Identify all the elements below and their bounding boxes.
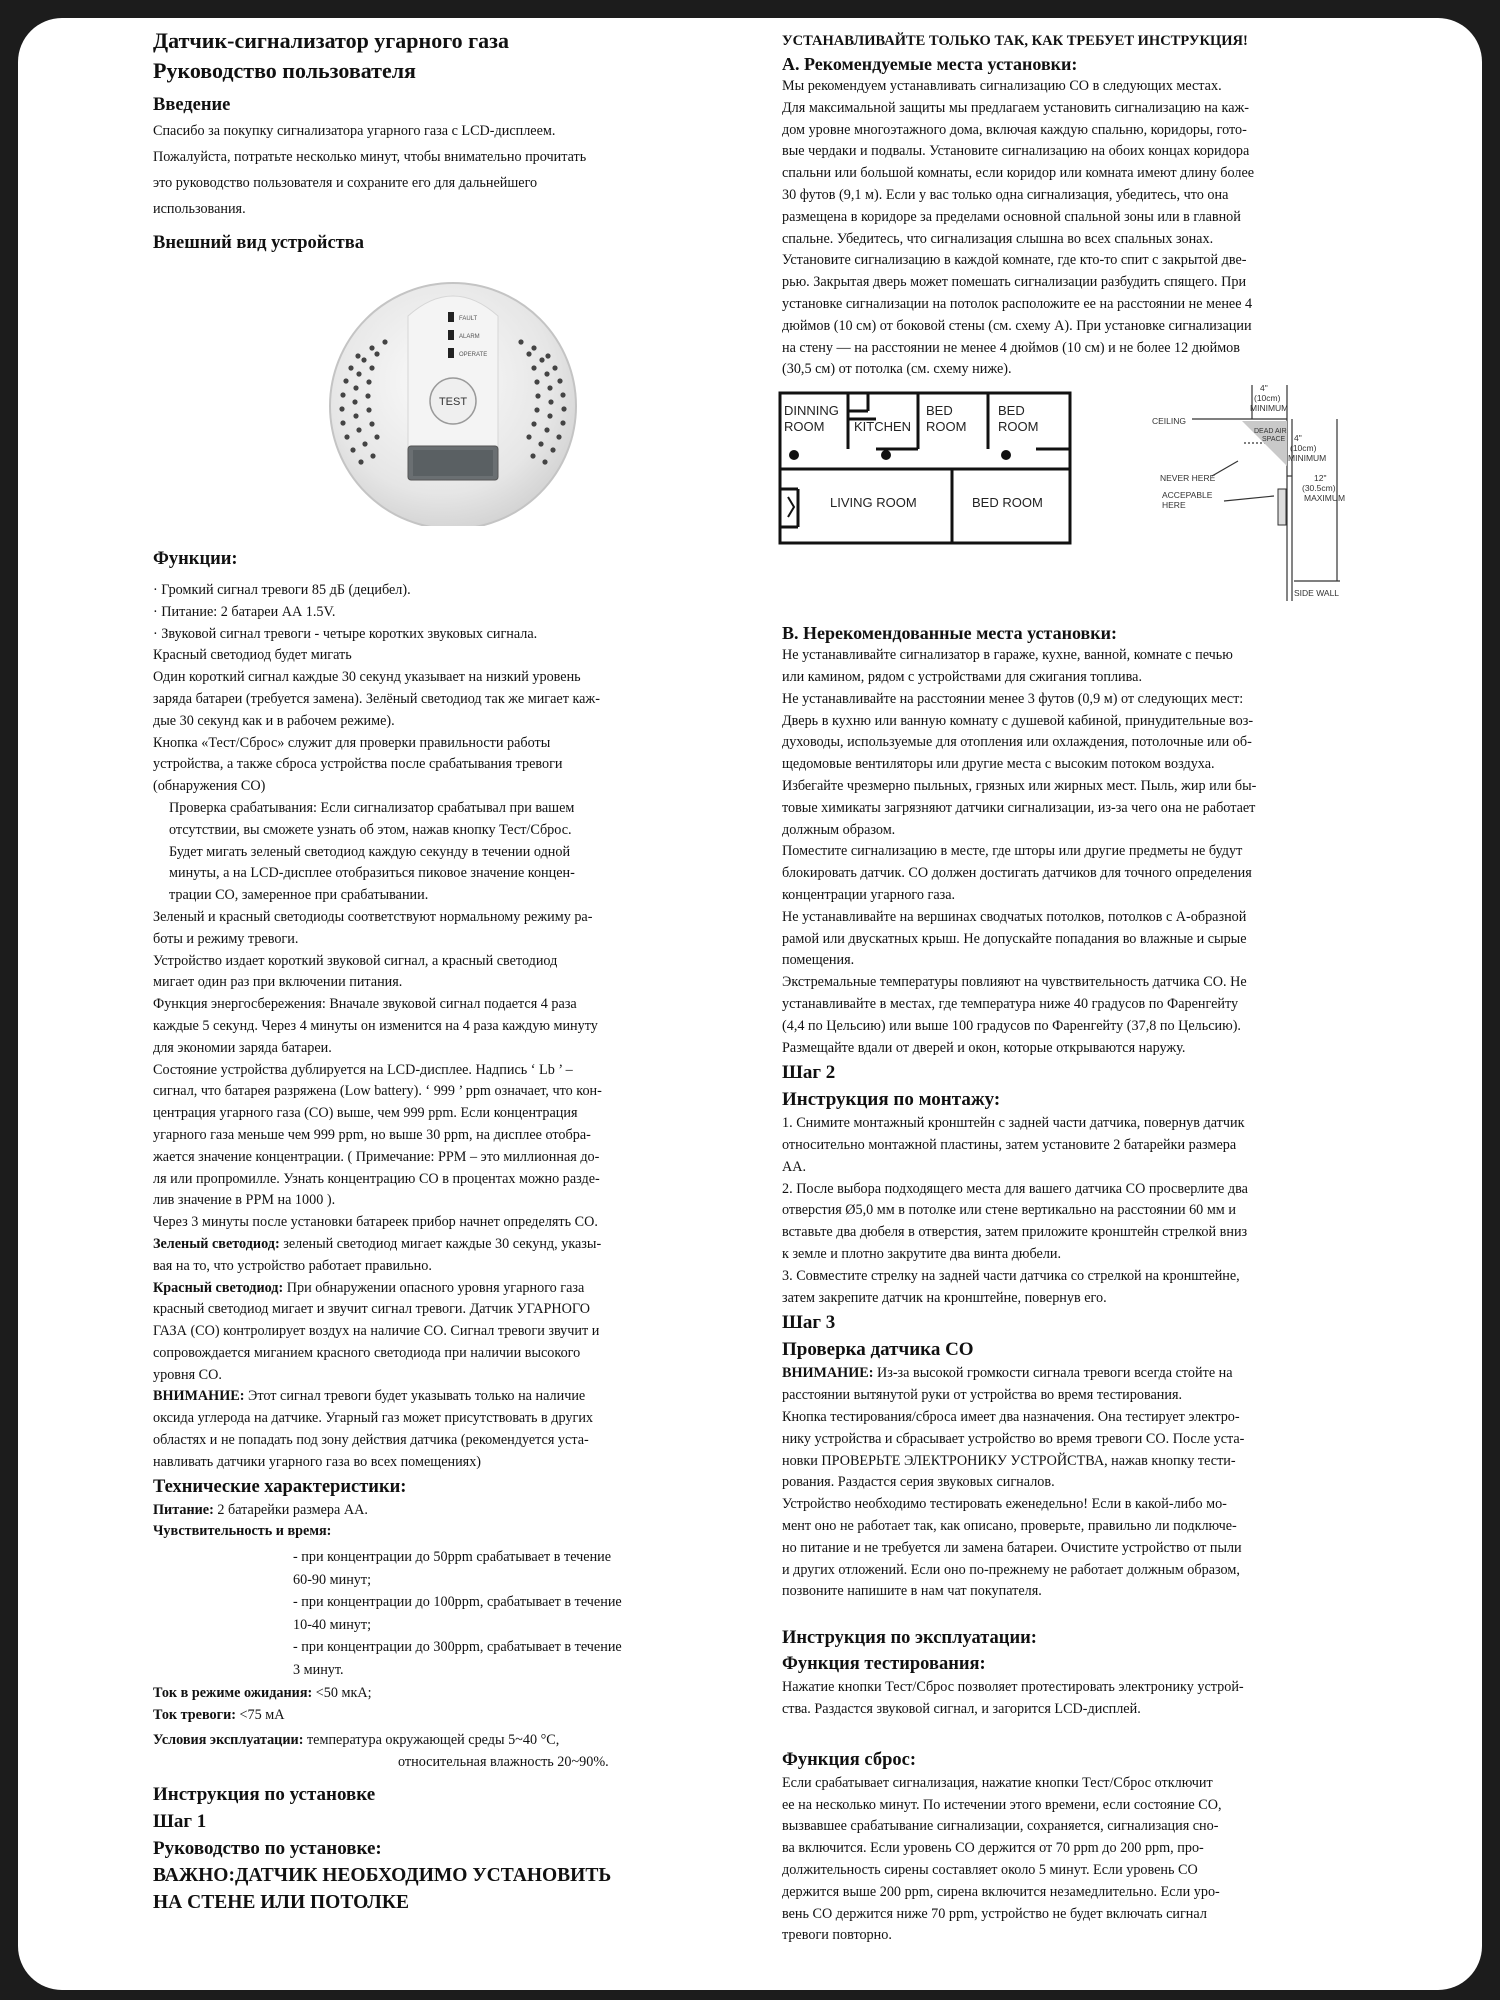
label-12in: 12": [1314, 473, 1327, 484]
mount-text: 1. Снимите монтажный кронштейн с задней части датчика, повернув датчик относительно монтажной пластины, затем установите 2 батарейки размера АА. 2. После выбора подходящего места для вашего датчика СО просверлите два отверстия Ø5,0 мм в потолке или стене вертикально на расстоянии 60 мм и вставьте два дюбеля в отверстия, затем приложите кронштейн стрелкой вниз к земле и плотно закрутите два винта дюбели. 3. Совместите стрелку на задней части датчика со стрелкой на кронштейне, затем закрепите датчик на кронштейне, повернув его.: [782, 1115, 1248, 1306]
label-space: SPACE: [1262, 436, 1286, 444]
label-bedroom: BED ROOM: [972, 495, 1043, 511]
alarm-dot: [789, 450, 799, 460]
spec-power: Питание: 2 батарейки размера АА.: [153, 1501, 368, 1518]
important-line-1: ВАЖНО:ДАТЧИК НЕОБХОДИМО УСТАНОВИТЬ: [153, 1865, 612, 1887]
test-button-label: TEST: [438, 396, 468, 408]
label-never-here: NEVER HERE: [1160, 473, 1216, 484]
label-bed-1: BED: [926, 403, 953, 419]
fault-label: FAULT: [459, 316, 478, 322]
label-acceptable: ACCEPABLE: [1162, 490, 1213, 501]
check-heading: Проверка датчика СО: [782, 1339, 974, 1361]
label-living-room: LIVING ROOM: [830, 495, 917, 511]
check-text: ВНИМАНИЕ: Из-за высокой громкости сигнала тревоги всегда стойте на расстоянии вытянутой руки от устройства во время тестирования. Кнопка тестирования/сброса имеет два назначения. Она тестирует электро- нику устройства и сбрасывает устройство во время тревоги СО. После уста- новки ПРОВЕРЬТЕ ЭЛЕКТРОНИКУ УСТРОЙСТВА, нажав кнопку тести- рования. Раздастся серия звуковых сигналов. Устройство необходимо тестировать еженедельно! Если в какой-либо мо- мент оно не работает так, как описано, проверьте, правильно ли подключе- но питание и не требуется ли замена батареи. Очистите устройство от пыли и других отложений. Если оно по-прежнему не работает должным образом, позвоните напишите в нам чат покупателя.: [782, 1365, 1245, 1600]
important-line-2: НА СТЕНЕ ИЛИ ПОТОЛКЕ: [153, 1892, 409, 1914]
spec-conditions: Условия эксплуатации: температура окружающей среды 5~40 °С,: [153, 1731, 560, 1748]
title-line-2: Руководство пользователя: [153, 58, 416, 83]
top-warning: УСТАНАВЛИВАЙТЕ ТОЛЬКО ТАК, КАК ТРЕБУЕТ ИНСТРУКЦИЯ!: [782, 33, 1248, 49]
alarm-dot: [881, 450, 891, 460]
label-top-min: MINIMUM: [1250, 403, 1289, 414]
spec-standby: Ток в режиме ожидания: <50 мкА;: [153, 1685, 372, 1702]
device-image: [153, 256, 713, 526]
step1-heading: Шаг 1: [153, 1811, 207, 1833]
install-guide-heading: Руководство по установке:: [153, 1838, 382, 1860]
operate-led: [448, 348, 454, 358]
red-led-text: Красный светодиод: При обнаружении опасного уровня угарного газа: [153, 1279, 585, 1296]
label-bed-2: BED: [998, 403, 1025, 419]
fault-led: [448, 312, 454, 322]
label-dinning-room: ROOM: [784, 419, 825, 435]
label-kitchen: KITCHEN: [854, 419, 912, 435]
reset-text: Если срабатывает сигнализация, нажатие кнопки Тест/Сброс отключит ее на несколько минут. По истечении этого времени, если состояние СО, вызвавшее срабатывание сигнализации, сохраняется, сигнализация сно- ва включится. Если уровень СО держится от 70 ppm до 200 ppm, про- должительность сирены составляет около 5 минут. Если уровень СО держится выше 200 ppm, сирена включится незамедлительно. Если уро- вень СО держится ниже 70 ppm, устройство не будет включать сигнал тревоги повторно.: [782, 1774, 1222, 1944]
operate-label: OPERATE: [459, 352, 488, 358]
green-led-text: Зеленый светодиод: зеленый светодиод мигает каждые 30 секунд, указы-: [153, 1235, 602, 1252]
label-dead-air: DEAD AIR: [1254, 428, 1287, 436]
wall-mount-diagram: [1142, 381, 1357, 611]
install-heading: Инструкция по установке: [153, 1784, 376, 1806]
label-here: HERE: [1162, 500, 1186, 511]
label-mid-4in: 4": [1294, 433, 1302, 444]
section-a-text: Мы рекомендуем устанавливать сигнализацию СО в следующих местах. Для максимальной защиты мы предлагаем установить сигнализацию на каж- дом уровне многоэтажного дома, включая каждую спальню, коридоры, гото- вые чердаки и подвалы. Установите сигнализацию на обоих концах коридора спальни или большой комнаты, если коридор или комната имеют длину более 30 футов (9,1 м). Если у вас только одна сигнализация, убедитесь, что она размещена в коридоре за пределами основной спальной зоны или в главной спальне. Убедитесь, что сигнализация слышна во всех спальных зонах. Установите сигнализацию в каждой комнате, где кто-то спит с закрытой две- рью. Закрытая дверь может помешать сигнализации разбудить спящего. При установке сигнализации на потолок расположите ее на расстоянии не менее 4 дюймов (10 см) от боковой стены (см. схему А). При установке сигнализации на стену — на расстоянии не менее 4 дюймов (10 см) и не более 12 дюймов (30,5 см) от потолка (см. схему ниже).: [782, 78, 1255, 378]
spec-sensitivity-label: Чувствительность и время:: [153, 1523, 332, 1540]
left-column: Датчик-сигнализатор угарного газа Руководство пользователя Введение Спасибо за покупку сигнализатора угарного газа с LCD-дисплеем. Пожалуйста, потратьте несколько минут, чтобы внимательно прочитать это руководство пользователя и сохраните его для дальнейшего использования. Внешний вид устройства FAULT ALARM OPERATE TEST Функции: · Громкий сигнал тревоги 85 дБ (децибел). · Питание: 2 батареи АА 1.5V. · Звуковой сигнал тревоги - четыре коротких звуковых сигнала. Красный светодиод будет мигать Один короткий сигнал каждые 30 секунд указывает на низкий уровень заряда батареи (требуется замена). Зелёный светодиод так же мигает каж- дые 30 секунд как и в рабочем режиме). Кнопка «Тест/Сброс» служит для проверки правильности работы устройства, а также сброса устройства после срабатывания тревоги (обнаружения СО) Проверка срабатывания: Если сигнализатор срабатывал при вашем отсутствии, вы сможете узнать об этом, нажав кнопку Тест/Сброс. Будет мигать зеленый светодиод каждую секунду в течении одной минуты, а на LCD-дисплее отобразиться пиковое значение концен- трации СО, замеренное при срабатывании. Зеленый и красный светодиоды соответствуют нормальному режиму ра- боты и режиму тревоги. Устройство издает короткий звуковой сигнал, а красный светодиод мигает один раз при включении питания. Функция энергосбережения: Вначале звуковой сигнал подается 4 раза каждые 5 секунд. Через 4 минуты он изменится на 4 раза каждую минуту для экономии заряда батареи. Состояние устройства дублируется на LCD-дисплее. Надпись ‘ Lb ’ – сигнал, что батарея разряжена (Low battery). ‘ 999 ’ ppm означает, что кон- центрация угарного газа (СО) выше, чем 999 ppm. Если концентрация угарного газа меньше чем 999 ppm, но выше 30 ppm, на дисплее отобра- жается значение концентрации. ( Примечание: PPM – это миллионная до- ля или пропромилле. Узнать концентрацию СО в процентах можно разде- лив значение в PPM на 1000 ). Через 3 минуты после установки батареек прибор начнет определять СО. Зеленый светодиод: зеленый светодиод мигает каждые 30 секунд, указы- вая на то, что устройство работает правильно. Красный светодиод: При обнаружении опасного уровня угарного газа красный светодиод мигает и звучит сигнал тревоги. Датчик УГАРНОГО ГАЗА (СО) контролирует воздух на наличие СО. Сигнал тревоги звучит и сопровождается миганием красного светодиода при наличии высокого уровня СО. ВНИМАНИЕ: Этот сигнал тревоги будет указывать только на наличие оксида углерода на датчике. Угарный газ может присутствовать в других областях и не попадать под зону действия датчика (рекомендуется уста- навливать датчики угарного газа во всех помещениях) Технические характеристики: Питание: 2 батарейки размера АА. Чувствительность и время: - при концентрации до 50ppm срабатывает в течение 60-90 минут; - при концентрации до 100ppm, срабатывает в течение 10-40 минут; - при концентрации до 300ppm, срабатывает в течение 3 минут. Ток в режиме ожидания: <50 мкА; Ток тревоги: <75 мА Условия эксплуатации: температура окружающей среды 5~40 °С, относительная влажность 20~90%. Инструкция по установке Шаг 1 Руководство по установке: ВАЖНО:ДАТЧИК НЕОБХОДИМО УСТАНОВИТЬ НА СТЕНЕ ИЛИ ПОТОЛКЕ: [153, 18, 713, 1916]
appearance-heading: Внешний вид устройства: [153, 233, 365, 253]
reset-function-heading: Функция сброс:: [782, 1749, 917, 1770]
label-top-10cm: (10cm): [1254, 393, 1281, 404]
floor-plan-diagram: [776, 389, 1076, 549]
test-function-heading: Функция тестирования:: [782, 1654, 986, 1675]
section-b-heading: В. Нерекомендованные места установки:: [782, 623, 1117, 644]
label-mid-10cm: (10cm): [1290, 443, 1317, 454]
label-30cm: (30.5cm): [1302, 483, 1336, 494]
label-top-4in: 4": [1260, 383, 1268, 394]
label-bed-room-1: ROOM: [926, 419, 967, 435]
step2-heading: Шаг 2: [782, 1062, 836, 1084]
label-ceiling: CEILING: [1152, 416, 1187, 427]
label-side-wall: SIDE WALL: [1294, 588, 1340, 599]
spec-alarm-current: Ток тревоги: <75 мА: [153, 1707, 285, 1724]
functions-list: · Громкий сигнал тревоги 85 дБ (децибел). · Питание: 2 батареи АА 1.5V. · Звуковой сигнал тревоги - четыре коротких звуковых сигнала. Красный светодиод будет мигать Один короткий сигнал каждые 30 секунд указывает на низкий уровень заряда батареи (требуется замена). Зелёный светодиод так же мигает каж- дые 30 секунд как и в рабочем режиме). Кнопка «Тест/Сброс» служит для проверки правильности работы устройства, а также сброса устройства после срабатывания тревоги (обнаружения СО) Проверка срабатывания: Если сигнализатор срабатывал при вашем отсутствии, вы сможете узнать об этом, нажав кнопку Тест/Сброс. Будет мигать зеленый светодиод каждую секунду в течении одной минуты, а на LCD-дисплее отобразиться пиковое значение концен- трации СО, замеренное при срабатывании. Зеленый и красный светодиоды соответствуют нормальному режиму ра- боты и режиму тревоги. Устройство издает короткий звуковой сигнал, а красный светодиод мигает один раз при включении питания. Функция энергосбережения: Вначале звуковой сигнал подается 4 раза каждые 5 секунд. Через 4 минуты он изменится на 4 раза каждую минуту для экономии заряда батареи. Состояние устройства дублируется на LCD-дисплее. Надпись ‘ Lb ’ – сигнал, что батарея разряжена (Low battery). ‘ 999 ’ ppm означает, что кон- центрация угарного газа (СО) выше, чем 999 ppm. Если концентрация угарного газа меньше чем 999 ppm, но выше 30 ppm, на дисплее отобра- жается значение концентрации. ( Примечание: PPM – это миллионная до- ля или пропромилле. Узнать концентрацию СО в процентах можно разде- лив значение в PPM на 1000 ). Через 3 минуты после установки батареек прибор начнет определять СО.: [153, 582, 602, 1231]
label-maximum: MAXIMUM: [1304, 493, 1346, 504]
warning-text: ВНИМАНИЕ: Этот сигнал тревоги будет указывать только на наличие: [153, 1388, 586, 1405]
label-mid-min: MINIMUM: [1288, 453, 1327, 464]
alarm-led: [448, 330, 454, 340]
functions-heading: Функции:: [153, 549, 238, 569]
diagrams: [782, 381, 1362, 611]
manual-page: [18, 18, 1482, 1990]
intro-text: Спасибо за покупку сигнализатора угарного газа с LCD-дисплеем. Пожалуйста, потратьте несколько минут, чтобы внимательно прочитать это руководство пользователя и сохраните его для дальнейшего использования.: [153, 123, 587, 217]
right-column: УСТАНАВЛИВАЙТЕ ТОЛЬКО ТАК, КАК ТРЕБУЕТ ИНСТРУКЦИЯ! А. Рекомендуемые места установки: Мы рекомендуем устанавливать сигнализацию СО в следующих местах. Для максимальной защиты мы предлагаем установить сигнализацию на каж- дом уровне многоэтажного дома, включая каждую спальню, коридоры, гото- вые чердаки и подвалы. Установите сигнализацию на обоих концах коридора спальни или большой комнаты, если коридор или комната имеют длину более 30 футов (9,1 м). Если у вас только одна сигнализация, убедитесь, что она размещена в коридоре за пределами основной спальной зоны или в главной спальне. Убедитесь, что сигнализация слышна во всех спальных зонах. Установите сигнализацию в каждой комнате, где кто-то спит с закрытой две- рью. Закрытая дверь может помешать сигнализации разбудить спящего. При установке сигнализации на потолок расположите ее на расстоянии не менее 4 дюймов (10 см) от боковой стены (см. схему А). При установке сигнализации на стену — на расстоянии не менее 4 дюймов (10 см) и не более 12 дюймов (30,5 см) от потолка (см. схему ниже). DINNING ROOM KITCHEN BED ROOM BED ROOM LIVING ROOM BED ROOM CEILING 4" (10cm) MINIMUM DEAD AIR SPACE 4" (10cm) MINIMUM NEVER HERE ACCEPABLE HERE 12" (30.5cm) MAXIMUM SIDE WALL В. Нерекомендованные места установки: Не устанавливайте сигнализатор в гараже, кухне, ванной, комнате с печью или камином, рядом с устройствами для сжигания топлива. Не устанавливайте на расстоянии менее 3 футов (0,9 м) от следующих мест: Дверь в кухню или ванную комнату с душевой кабиной, принудительные воз- духоводы, используемые для отопления или охлаждения, потолочные или об- щедомовые вентиляторы или другие места с высоким потоком воздуха. Избегайте чрезмерно пыльных, грязных или жирных мест. Пыль, жир или бы- товые химикаты загрязняют датчики сигнализации, из-за чего она не работает должным образом. Поместите сигнализацию в месте, где шторы или другие предметы не будут блокировать датчик. СО должен достигать датчиков для точного определения концентрации угарного газа. Не устанавливайте на вершинах сводчатых потолков, потолков с А-образной рамой или двускатных крыш. Не допускайте попадания во влажные и сырые помещения. Экстремальные температуры повлияют на чувствительность датчика СО. Не устанавливайте в местах, где температура ниже 40 градусов по Фаренгейту (4,4 по Цельсию) или выше 100 градусов по Фаренгейту (37,8 по Цельсию). Размещайте вдали от дверей и окон, которые открываются наружу. Шаг 2 Инструкция по монтажу: 1. Снимите монтажный кронштейн с задней части датчика, повернув датчик относительно монтажной пластины, затем установите 2 батарейки размера АА. 2. После выбора подходящего места для вашего датчика СО просверлите два отверстия Ø5,0 мм в потолке или стене вертикально на расстоянии 60 мм и вставьте два дюбеля в отверстия, затем приложите кронштейн стрелкой вниз к земле и плотно закрутите два винта дюбели. 3. Совместите стрелку на задней части датчика со стрелкой на кронштейне, затем закрепите датчик на кронштейне, повернув его. Шаг 3 Проверка датчика СО ВНИМАНИЕ: Из-за высокой громкости сигнала тревоги всегда стойте на расстоянии вытянутой руки от устройства во время тестирования. Кнопка тестирования/сброса имеет два назначения. Она тестирует электро- нику устройства и сбрасывает устройство во время тревоги СО. После уста- новки ПРОВЕРЬТЕ ЭЛЕКТРОНИКУ УСТРОЙСТВА, нажав кнопку тести- рования. Раздастся серия звуковых сигналов. Устройство необходимо тестировать еженедельно! Если в какой-либо мо- мент оно не работает так, как описано, проверьте, правильно ли подключе- но питание и не требуется ли замена батареи. Очистите устройство от пыли и других отложений. Если оно по-прежнему не работает должным образом, позвоните напишите в нам чат покупателя. Инструкция по эксплуатации: Функция тестирования: Нажатие кнопки Тест/Сброс позволяет протестировать электронику устрой- ства. Раздастся звуковой сигнал, и загорится LCD-дисплей. Функция сброс: Если срабатывает сигнализация, нажатие кнопки Тест/Сброс отключит ее на несколько минут. По истечении этого времени, если состояние СО, вызвавшее срабатывание сигнализации, сохраняется, сигнализация сно- ва включится. Если уровень СО держится от 70 ppm до 200 ppm, про- должительность сирены составляет около 5 минут. Если уровень СО держится выше 200 ppm, сирена включится незамедлительно. Если уро- вень СО держится ниже 70 ppm, устройство не будет включать сигнал тревоги повторно.: [782, 18, 1362, 1947]
section-b-text: Не устанавливайте сигнализатор в гараже, кухне, ванной, комнате с печью или камином, рядом с устройствами для сжигания топлива. Не устанавливайте на расстоянии менее 3 футов (0,9 м) от следующих мест: Дверь в кухню или ванную комнату с душевой кабиной, принудительные воз- духоводы, используемые для отопления или охлаждения, потолочные или об- щедомовые вентиляторы или другие места с высоким потоком воздуха. Избегайте чрезмерно пыльных, грязных или жирных мест. Пыль, жир или бы- товые химикаты загрязняют датчики сигнализации, из-за чего она не работает должным образом. Поместите сигнализацию в месте, где шторы или другие предметы не будут блокировать датчик. СО должен достигать датчиков для точного определения концентрации угарного газа. Не устанавливайте на вершинах сводчатых потолков, потолков с А-образной рамой или двускатных крыш. Не допускайте попадания во влажные и сырые помещения. Экстремальные температуры повлияют на чувствительность датчика СО. Не устанавливайте в местах, где температура ниже 40 градусов по Фаренгейту (4,4 по Цельсию) или выше 100 градусов по Фаренгейту (37,8 по Цельсию). Размещайте вдали от дверей и окон, которые открываются наружу.: [782, 647, 1257, 1056]
label-dinning: DINNING: [784, 403, 839, 419]
mount-heading: Инструкция по монтажу:: [782, 1089, 1001, 1111]
specs-heading: Технические характеристики:: [153, 1476, 407, 1497]
alarm-dot: [1001, 450, 1011, 460]
wall-alarm: [1278, 489, 1286, 525]
label-bed-room-2: ROOM: [998, 419, 1039, 435]
ops-heading: Инструкция по эксплуатации:: [782, 1628, 1037, 1649]
alarm-label: ALARM: [459, 334, 480, 340]
section-a-heading: А. Рекомендуемые места установки:: [782, 54, 1078, 74]
step3-heading: Шаг 3: [782, 1312, 836, 1334]
title-line-1: Датчик-сигнализатор угарного газа: [153, 28, 509, 53]
intro-heading: Введение: [153, 95, 231, 115]
